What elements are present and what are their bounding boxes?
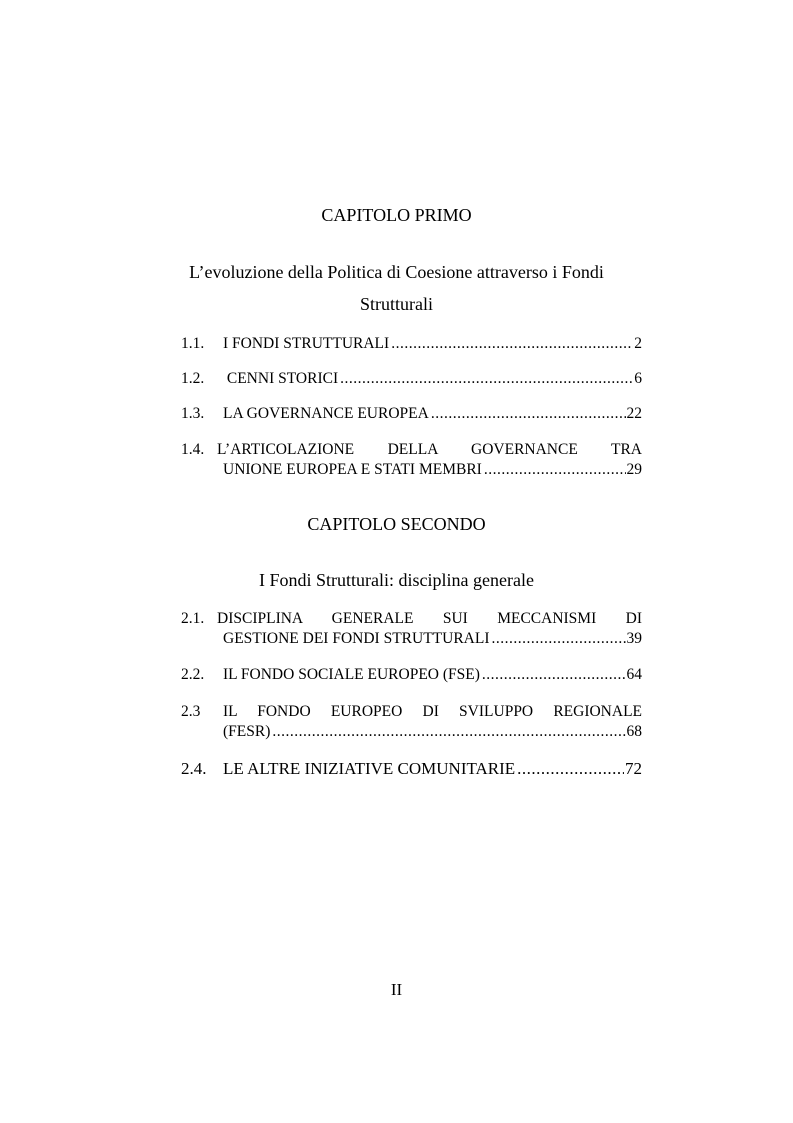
toc-entry-number: 1.3.	[181, 405, 205, 422]
toc-entry-number: 1.1.	[181, 335, 205, 352]
toc-entry-number: 1.2.	[181, 370, 205, 387]
toc-entry-title-line2: GESTIONE DEI FONDI STRUTTURALI	[223, 630, 490, 647]
toc-entry-title: LA GOVERNANCE EUROPEA	[223, 405, 429, 422]
toc-entry-number: 2.2.	[181, 666, 205, 683]
toc-entry-page: 64	[626, 666, 642, 683]
toc-entry-title-line1: L’ARTICOLAZIONE DELLA GOVERNANCE TRA	[217, 441, 642, 458]
toc-leader-dots	[482, 666, 626, 684]
toc-leader-dots	[391, 335, 633, 353]
toc-leader-dots	[340, 370, 633, 388]
toc-entry-number: 2.1.	[181, 610, 205, 627]
toc-entry-title-line1: DISCIPLINA GENERALE SUI MECCANISMI DI	[217, 610, 642, 627]
toc-entry-page: 6	[634, 370, 642, 387]
toc-entry-1-3[interactable]	[181, 405, 642, 425]
toc-leader-dots	[431, 405, 626, 423]
toc-entry-title: CENNI STORICI	[223, 370, 339, 387]
page-number: II	[390, 980, 403, 999]
toc-entry-title-line2: UNIONE EUROPEA E STATI MEMBRI	[223, 461, 482, 478]
toc-entry-1-4[interactable]	[181, 441, 642, 461]
toc-entry-title-line1: IL FONDO EUROPEO DI SVILUPPO REGIONALE	[223, 703, 642, 720]
toc-leader-dots	[517, 759, 624, 779]
toc-entry-1-4-continued[interactable]	[223, 461, 642, 481]
toc-entry-1-1[interactable]	[181, 335, 642, 355]
chapter-1-heading: CAPITOLO PRIMO	[321, 205, 472, 225]
toc-entry-1-2[interactable]	[181, 370, 642, 390]
toc-entry-title-line2: (FESR)	[223, 723, 271, 740]
toc-entry-2-3-continued[interactable]	[223, 723, 642, 743]
toc-entry-2-4[interactable]	[181, 759, 642, 779]
toc-entry-title: LE ALTRE INIZIATIVE COMUNITARIE	[223, 759, 516, 778]
toc-entry-number: 2.3	[181, 703, 201, 720]
toc-entry-page: 68	[626, 723, 642, 740]
toc-leader-dots	[492, 630, 626, 648]
chapter-2-heading: CAPITOLO SECONDO	[307, 514, 486, 534]
toc-entry-2-3[interactable]	[181, 703, 642, 723]
toc-entry-title: I FONDI STRUTTURALI	[223, 335, 390, 352]
toc-entry-2-1[interactable]	[181, 610, 642, 630]
toc-leader-dots	[484, 461, 626, 479]
toc-entry-2-1-continued[interactable]	[223, 630, 642, 650]
chapter-1-subtitle-line2: Strutturali	[360, 294, 433, 314]
toc-entry-number: 1.4.	[181, 441, 205, 458]
toc-leader-dots	[272, 723, 625, 741]
toc-entry-page: 2	[634, 335, 642, 352]
toc-entry-page: 29	[626, 461, 642, 478]
toc-entry-page: 22	[626, 405, 642, 422]
chapter-1-subtitle-line1: L’evoluzione della Politica di Coesione attraverso i Fondi	[189, 262, 604, 282]
toc-entry-page: 72	[625, 759, 642, 778]
chapter-2-subtitle: I Fondi Strutturali: disciplina generale	[259, 570, 534, 590]
toc-entry-title: IL FONDO SOCIALE EUROPEO (FSE)	[223, 666, 480, 683]
toc-entry-2-2[interactable]	[181, 666, 642, 686]
toc-entry-page: 39	[626, 630, 642, 647]
toc-entry-number: 2.4.	[181, 759, 207, 778]
